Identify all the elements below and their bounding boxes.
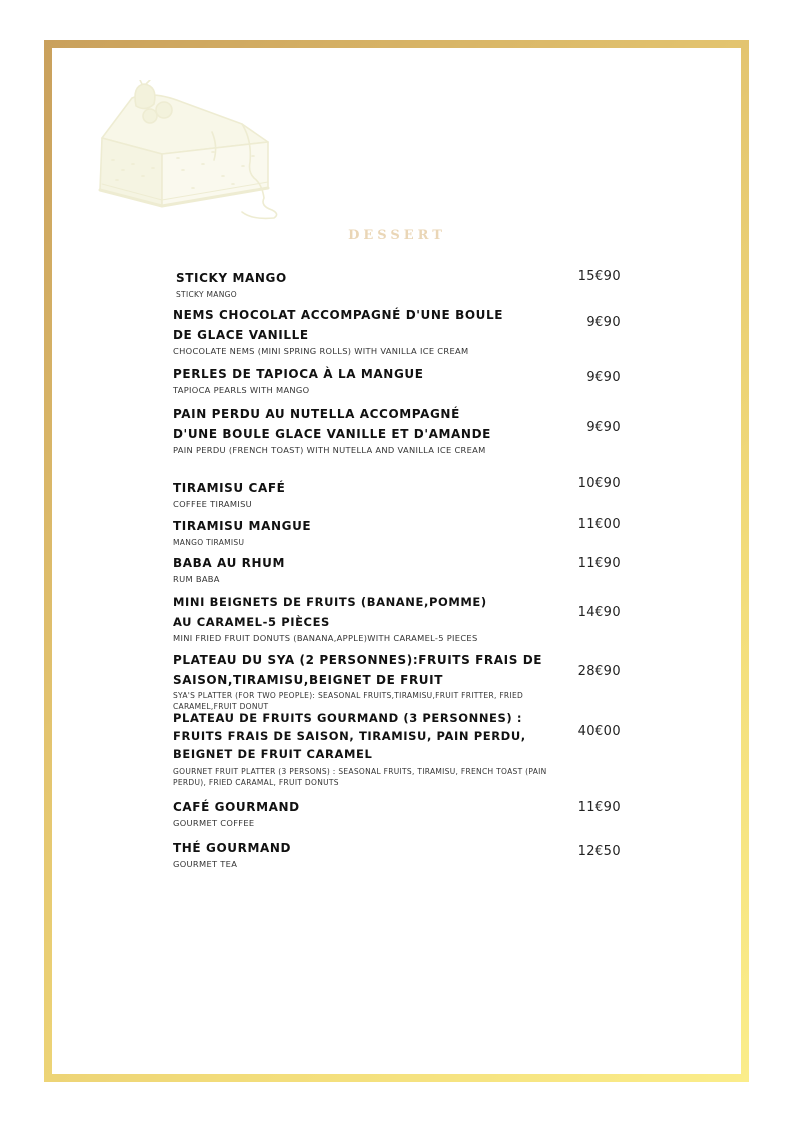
item-price: 11€90 (577, 800, 621, 815)
menu-item-sticky-mango (176, 268, 621, 301)
cake-slice-illustration (92, 80, 284, 226)
item-price: 9€90 (586, 370, 621, 385)
item-description: COFFEE TIRAMISU (173, 499, 253, 509)
item-description: CHOCOLATE NEMS (MINI SPRING ROLLS) WITH VANILLA ICE CREAM (173, 346, 469, 356)
item-price: 11€90 (577, 556, 621, 571)
item-description: MINI FRIED FRUIT DONUTS (BANANA,APPLE)WITH CARAMEL-5 PIECES (173, 633, 478, 643)
menu-item-mini-beignets (173, 592, 621, 644)
item-name: MINI BEIGNETS DE FRUITS (BANANE,POMME) AU CARAMEL-5 PIÈCES (173, 595, 487, 629)
item-description: TAPIOCA PEARLS WITH MANGO (173, 385, 310, 395)
item-name: PERLES DE TAPIOCA À LA MANGUE (173, 367, 424, 381)
item-name: CAFÉ GOURMAND (173, 800, 300, 814)
item-name: TIRAMISU CAFÉ (173, 481, 286, 495)
item-description: STICKY MANGO (176, 290, 237, 299)
menu-item-nems-chocolat (173, 305, 621, 358)
item-name: NEMS CHOCOLAT ACCOMPAGNÉ D'UNE BOULE DE GLACE VANILLE (173, 308, 504, 342)
item-price: 40€00 (577, 724, 621, 739)
item-description: GOURMET COFFEE (173, 818, 255, 828)
menu-item-perles-tapioca (173, 364, 621, 397)
item-name: PAIN PERDU AU NUTELLA ACCOMPAGNÉ D'UNE BOULE GLACE VANILLE ET D'AMANDE (173, 407, 491, 441)
item-name: PLATEAU DE FRUITS GOURMAND (3 PERSONNES) : FRUITS FRAIS DE SAISON, TIRAMISU, PAIN PERDU, BEIGNET DE FRUIT CARAMEL (173, 711, 526, 761)
item-price: 15€90 (577, 269, 621, 284)
item-price: 28€90 (577, 664, 621, 679)
item-description: GOURNET FRUIT PLATTER (3 PERSONS) : SEASONAL FRUITS, TIRAMISU, FRENCH TOAST (PAIN PERDU), FRIED CARAMAL, FRUIT DONUTS (173, 767, 547, 787)
item-price: 9€90 (586, 315, 621, 330)
item-name: THÉ GOURMAND (173, 841, 292, 855)
item-name: TIRAMISU MANGUE (173, 519, 312, 533)
item-price: 12€50 (577, 844, 621, 859)
menu-item-tiramisu-mangue (173, 516, 621, 549)
item-description: MANGO TIRAMISU (173, 538, 245, 547)
item-description: GOURMET TEA (173, 859, 238, 869)
item-price: 10€90 (577, 476, 621, 491)
menu-item-pain-perdu (173, 404, 621, 457)
menu-item-baba-au-rhum (173, 553, 621, 586)
section-title-dessert: DESSERT (348, 228, 446, 243)
item-name: BABA AU RHUM (173, 556, 286, 570)
item-price: 14€90 (577, 605, 621, 620)
menu-item-cafe-gourmand (173, 797, 621, 830)
menu-item-the-gourmand (173, 838, 621, 871)
menu-item-tiramisu-cafe (173, 478, 621, 511)
item-description: PAIN PERDU (FRENCH TOAST) WITH NUTELLA AND VANILLA ICE CREAM (173, 445, 486, 455)
item-price: 9€90 (586, 420, 621, 435)
item-price: 11€00 (577, 517, 621, 532)
menu-item-plateau-fruits-gourmand (173, 709, 621, 788)
item-name: PLATEAU DU SYA (2 PERSONNES):FRUITS FRAIS DE SAISON,TIRAMISU,BEIGNET DE FRUIT (173, 653, 543, 687)
item-description: SYA'S PLATTER (FOR TWO PEOPLE): SEASONAL FRUITS,TIRAMISU,FRUIT FRITTER, FRIED CARAMEL,FRUIT DONUT (173, 691, 524, 711)
item-description: RUM BABA (173, 574, 220, 584)
menu-item-plateau-du-sya (173, 650, 621, 712)
item-name: STICKY MANGO (176, 271, 287, 285)
